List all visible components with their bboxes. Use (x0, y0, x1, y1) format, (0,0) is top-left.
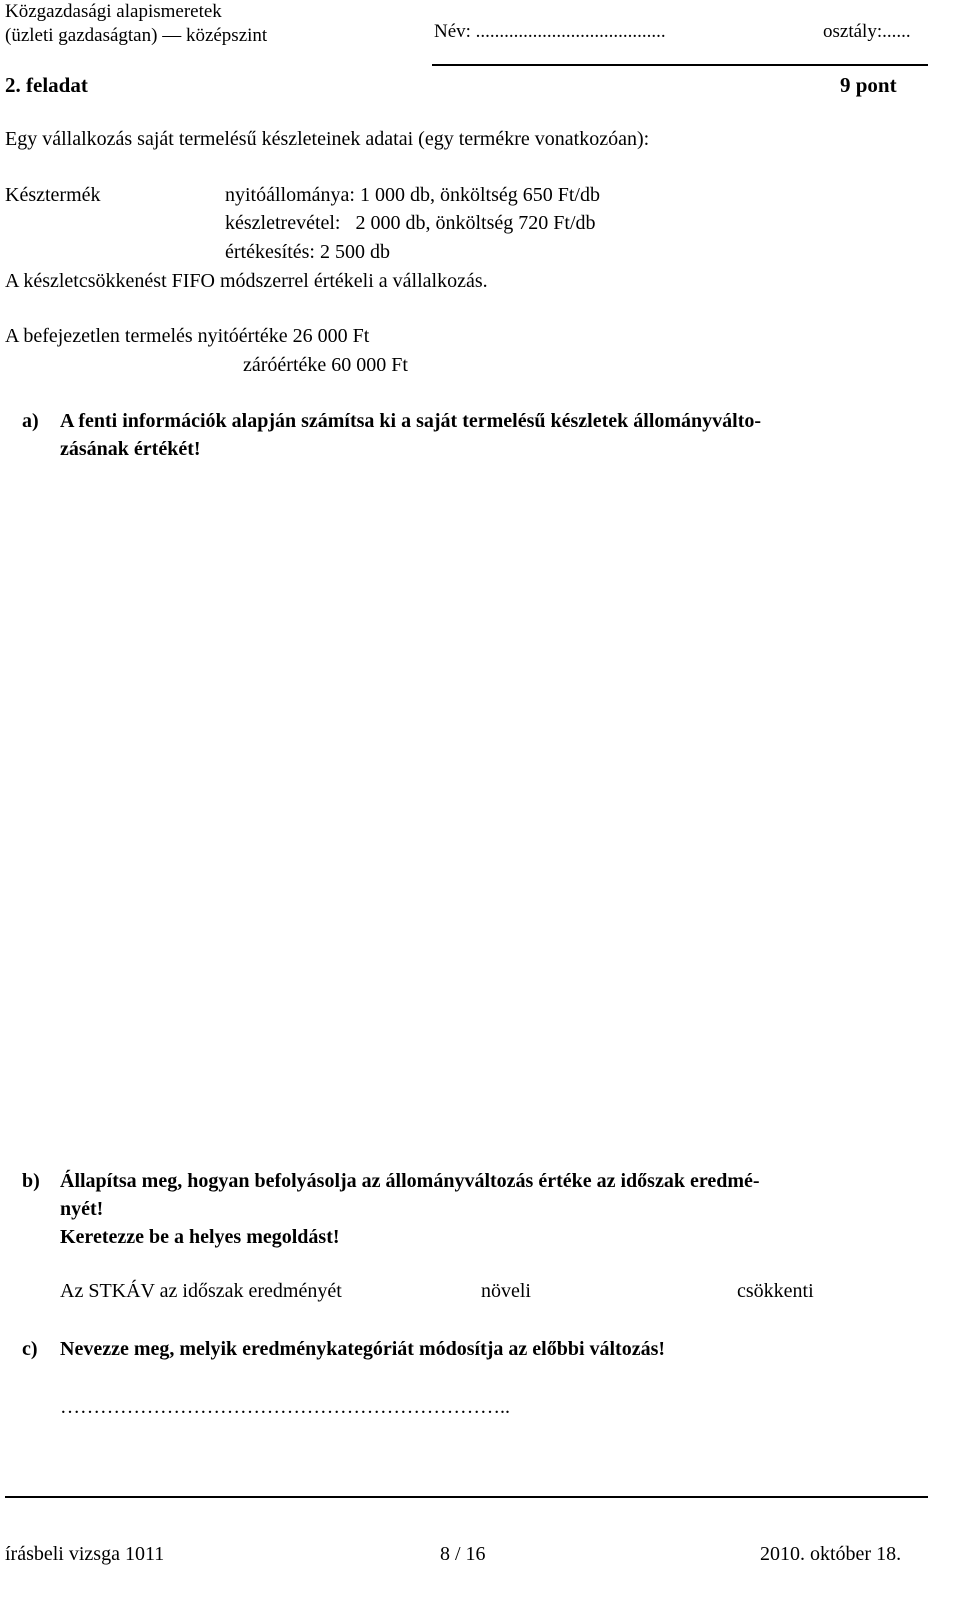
subject-line-2: (üzleti gazdaságtan) — középszint (5, 25, 268, 46)
question-a-line1: A fenti információk alapján számítsa ki a saját termelésű készletek állományválto- (60, 410, 762, 432)
question-b-line3: Keretezze be a helyes megoldást! (60, 1226, 340, 1248)
question-b-statement: Az STKÁV az időszak eredményét (60, 1280, 342, 1302)
wip-opening: A befejezetlen termelés nyitóértéke 26 000 Ft (5, 325, 370, 347)
question-c-letter: c) (22, 1338, 38, 1360)
class-field-label: osztály:...... (823, 21, 911, 42)
question-b-line2: nyét! (60, 1198, 104, 1220)
question-a-line2: zásának értékét! (60, 438, 201, 460)
header-rule (432, 64, 928, 66)
task-intro: Egy vállalkozás saját termelésű készleteinek adatai (egy termékre vonatkozóan): (5, 128, 650, 150)
opening-stock: nyitóállománya: 1 000 db, önköltség 650 Ft/db (225, 184, 600, 206)
task-title: 2. feladat (5, 73, 88, 97)
page-number: 8 / 16 (440, 1543, 486, 1565)
exam-date: 2010. október 18. (760, 1543, 902, 1565)
name-field-label: Név: ........................................ (434, 21, 666, 42)
answer-line-c[interactable]: ………………………………………………………….. (60, 1396, 510, 1418)
question-c-text: Nevezze meg, melyik eredménykategóriát módosítja az előbbi változás! (60, 1338, 666, 1360)
task-points: 9 pont (840, 73, 897, 97)
footer-rule (5, 1496, 928, 1498)
footer-exam-code: írásbeli vizsga 1011 (5, 1543, 165, 1565)
subject-line-1: Közgazdasági alapismeretek (5, 1, 222, 22)
stock-receipt: készletrevétel: 2 000 db, önköltség 720 Ft/db (225, 212, 596, 234)
question-b-line1: Állapítsa meg, hogyan befolyásolja az állományváltozás értéke az időszak eredmé- (60, 1170, 760, 1192)
product-label: Késztermék (5, 184, 101, 206)
question-a-letter: a) (22, 410, 39, 432)
question-b-letter: b) (22, 1170, 40, 1192)
sales: értékesítés: 2 500 db (225, 241, 390, 263)
fifo-method: A készletcsökkenést FIFO módszerrel értékeli a vállalkozás. (5, 270, 488, 292)
wip-closing: záróértéke 60 000 Ft (243, 354, 408, 376)
option-increases[interactable]: növeli (481, 1280, 531, 1302)
option-decreases[interactable]: csökkenti (737, 1280, 814, 1302)
